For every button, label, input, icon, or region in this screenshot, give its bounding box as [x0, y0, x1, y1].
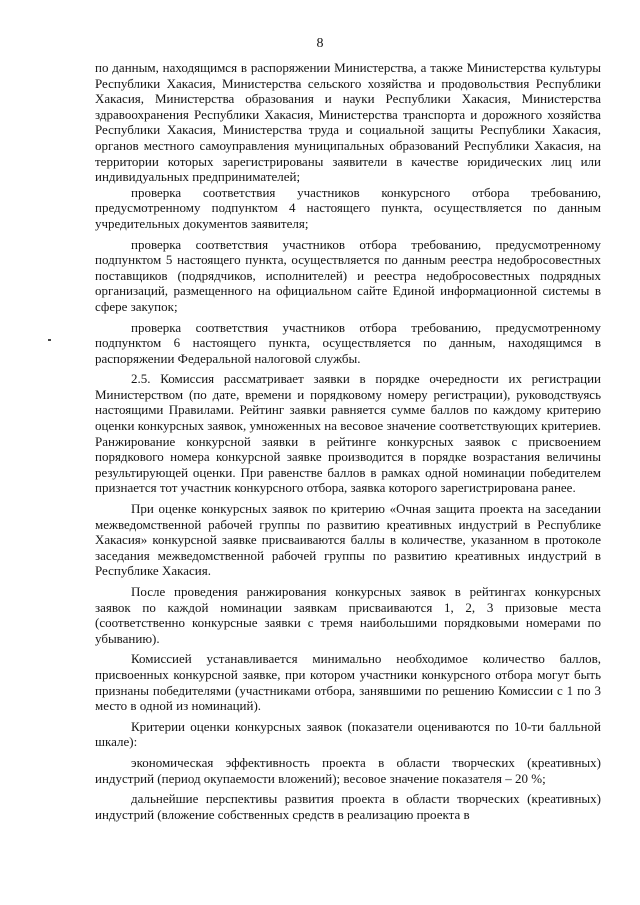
paragraph: проверка соответствия участников конкурсного отбора требованию, предусмотренному подпунктом 4 настоящего пункта, осуществляется по данным учредительных документов заявителя; [95, 184, 601, 231]
scan-artifact [48, 339, 51, 341]
paragraph: Комиссией устанавливается минимально необходимое количество баллов, присвоенных конкурсной заявке, при котором участники конкурсного отбора могут быть признаны победителями (участниками отбора, занявшими по решению Комиссии с 1 по 3 место в одной из номинаций). [95, 651, 601, 714]
page-number: 8 [316, 36, 324, 51]
paragraph: Критерии оценки конкурсных заявок (показатели оцениваются по 10-ти балльной шкале): [95, 718, 601, 750]
paragraph: проверка соответствия участников отбора требованию, предусмотренному подпунктом 6 настоящего пункта, осуществляется по данным, находящимся в распоряжении Федеральной налоговой службы. [95, 319, 601, 366]
paragraph: При оценке конкурсных заявок по критерию «Очная защита проекта на заседании межведомственной рабочей группы по развитию креативных индустрий в Республике Хакасия» конкурсной заявке присваиваются баллы в количестве, указанном в протоколе заседания межведомственной рабочей группы по развитию креативных индустрий в Республике Хакасия. [95, 501, 601, 579]
paragraph: экономическая эффективность проекта в области творческих (креативных) индустрий (период окупаемости вложений); весовое значение показателя – 20 %; [95, 754, 601, 786]
paragraph: дальнейшие перспективы развития проекта в области творческих (креативных) индустрий (вложение собственных средств в реализацию проекта в [95, 791, 601, 822]
paragraph: по данным, находящимся в распоряжении Министерства, а также Министерства культуры Республики Хакасия, Министерства сельского хозяйства и продовольствия Республики Хакасия, Министерства образования и науки Республики Хакасия, Министерства здравоохранения Республики Хакасия, Министерства транспорта и дорожного хозяйства Республики Хакасия, Министерства труда и социальной защиты Республики Хакасия, органов местного самоуправления муниципальных образований Республики Хакасия, на территории которых зарегистрированы заявители в качестве юридических лиц или индивидуальных предпринимателей; [95, 60, 601, 185]
document-body [95, 60, 601, 822]
paragraph: 2.5. Комиссия рассматривает заявки в порядке очередности их регистрации Министерством (по дате, времени и порядковому номеру регистрации), руководствуясь настоящими Правилами. Рейтинг заявки равняется сумме баллов по каждому критерию оценки конкурсных заявок, умноженных на весовое значение соответствующих критериев. Ранжирование конкурсной заявки в рейтинге конкурсных заявок с присвоением порядкового номера конкурсной заявке производится в порядке возрастания величины результирующей оценки. При равенстве баллов в рамках одной номинации победителем признается тот участник конкурсного отбора, заявка которого зарегистрирована ранее. [95, 371, 601, 496]
paragraph: проверка соответствия участников отбора требованию, предусмотренному подпунктом 5 настоящего пункта, осуществляется по данным реестра недобросовестных поставщиков (подрядчиков, исполнителей) и реестра недобросовестных подрядных организаций, размещенного на официальном сайте Единой информационной системы в сфере закупок; [95, 236, 601, 314]
paragraph: После проведения ранжирования конкурсных заявок в рейтингах конкурсных заявок по каждой номинации заявкам присваиваются 1, 2, 3 призовые места (соответственно конкурсные заявки с тремя наибольшими порядковыми номерами по убыванию). [95, 584, 601, 646]
